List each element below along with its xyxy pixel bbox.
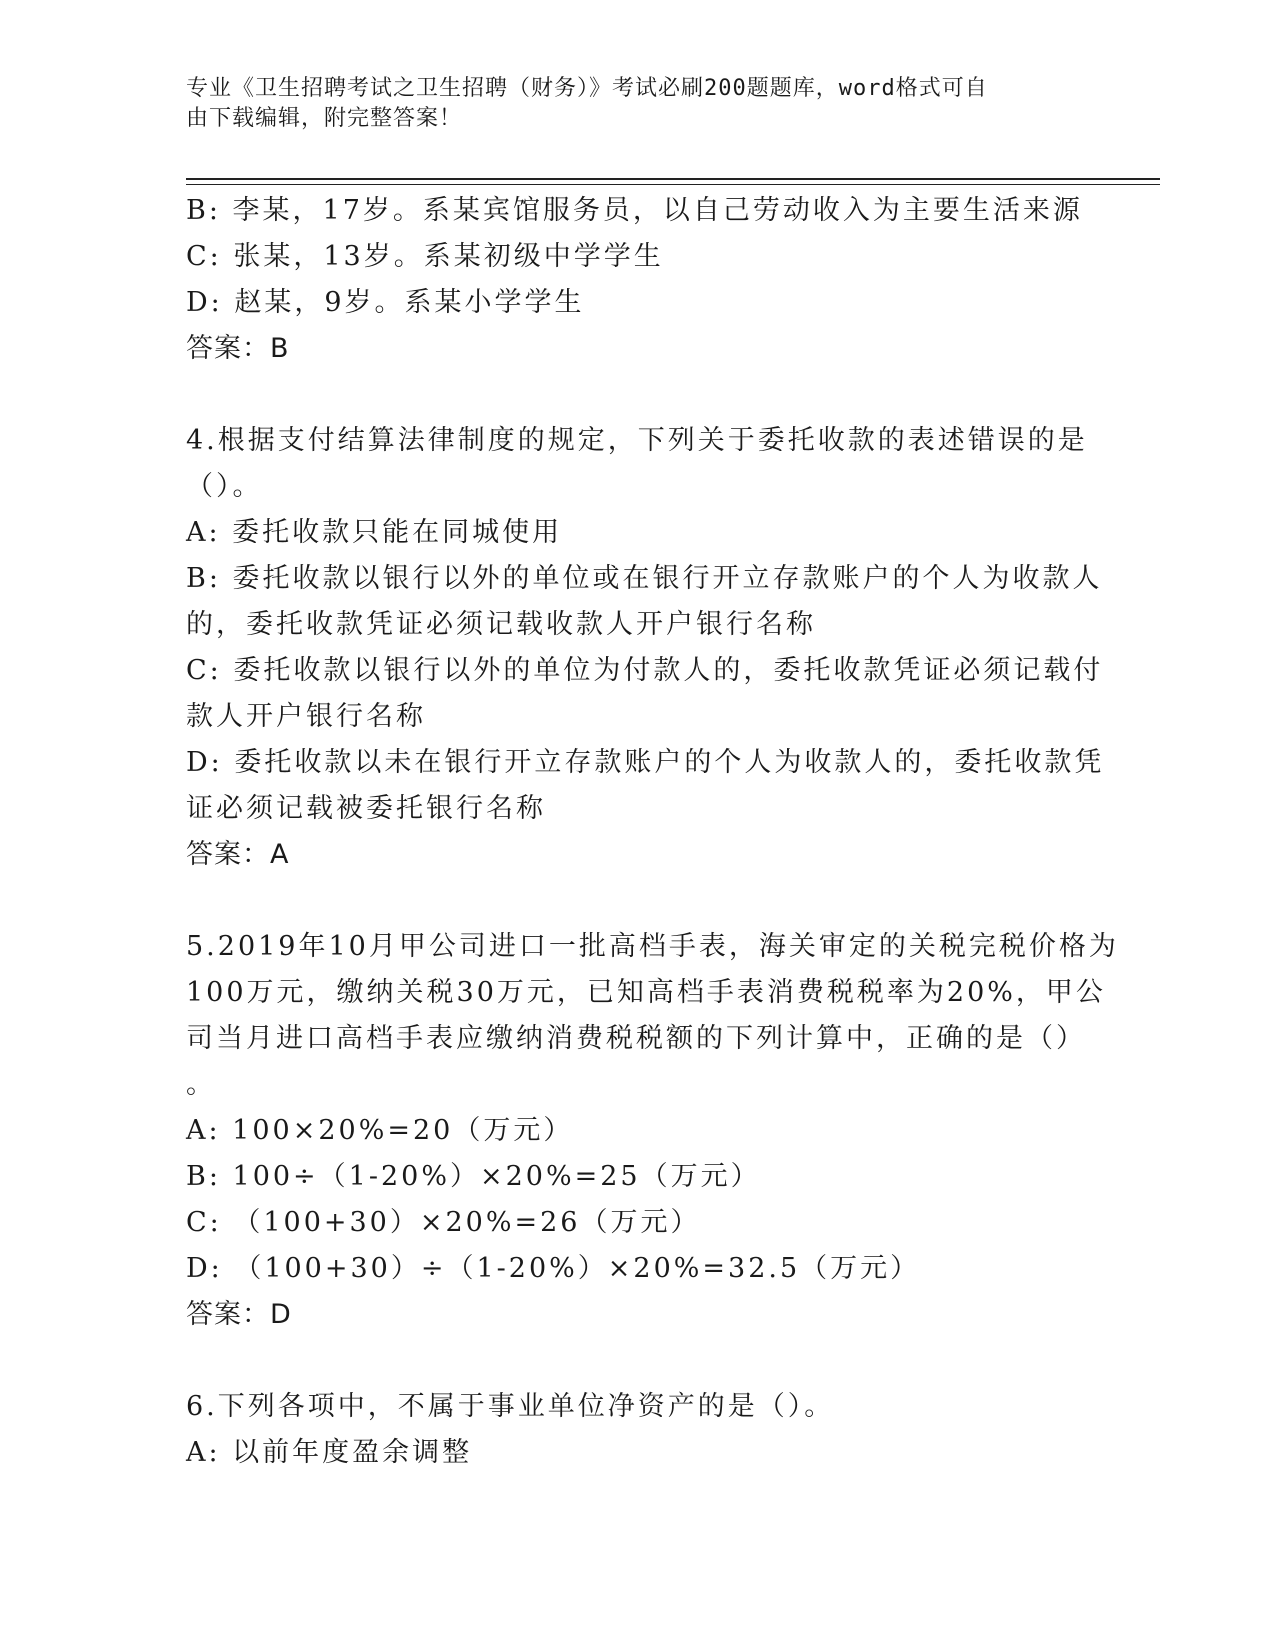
option-b: B: 委托收款以银行以外的单位或在银行开立存款账户的个人为收款人 xyxy=(186,563,1103,594)
question-stem: 6.下列各项中，不属于事业单位净资产的是（）。 xyxy=(186,1391,835,1422)
document-body xyxy=(186,188,1119,1476)
option-b: B: 李某，17岁。系某宾馆服务员，以自己劳动收入为主要生活来源 xyxy=(186,195,1083,226)
question-stem-cont: （）。 xyxy=(186,471,263,502)
option-c-cont: 款人开户银行名称 xyxy=(186,701,426,732)
option-c: C: 张某，13岁。系某初级中学学生 xyxy=(186,241,664,272)
question-stem-cont: 。 xyxy=(186,1069,216,1100)
header-line-1: 专业《卫生招聘考试之卫生招聘（财务）》考试必刷200题题库，word格式可自 xyxy=(186,76,988,101)
question-stem-cont: 100万元，缴纳关税30万元，已知高档手表消费税税率为20%，甲公 xyxy=(186,977,1106,1008)
header-line-2: 由下载编辑，附完整答案！ xyxy=(186,106,463,131)
question-5 xyxy=(186,924,1119,1338)
question-4 xyxy=(186,418,1105,878)
option-b: B: 100÷（1-20%）×20%=25（万元） xyxy=(186,1161,761,1192)
answer-label: 答案：B xyxy=(186,333,290,364)
header-rule-thin xyxy=(186,184,1160,185)
option-c: C: 委托收款以银行以外的单位为付款人的，委托收款凭证必须记载付 xyxy=(186,655,1104,686)
document-header xyxy=(186,74,1066,134)
option-a: A: 委托收款只能在同城使用 xyxy=(186,517,563,548)
answer-label: 答案：D xyxy=(186,1299,292,1330)
question-3 xyxy=(186,188,1086,372)
option-d: D: 委托收款以未在银行开立存款账户的个人为收款人的，委托收款凭 xyxy=(186,747,1105,778)
option-c: C: （100+30）×20%=26（万元） xyxy=(186,1207,701,1238)
option-a: A: 以前年度盈余调整 xyxy=(186,1437,473,1468)
question-stem: 5.2019年10月甲公司进口一批高档手表，海关审定的关税完税价格为 xyxy=(186,931,1119,962)
option-b-cont: 的，委托收款凭证必须记载收款人开户银行名称 xyxy=(186,609,816,640)
header-rule-thick xyxy=(186,178,1160,180)
question-6 xyxy=(186,1384,1086,1476)
option-a: A: 100×20%=20（万元） xyxy=(186,1115,574,1146)
option-d: D: 赵某，9岁。系某小学学生 xyxy=(186,287,585,318)
option-d-cont: 证必须记载被委托银行名称 xyxy=(186,793,546,824)
option-d: D: （100+30）÷（1-20%）×20%=32.5（万元） xyxy=(186,1253,921,1284)
answer-label: 答案：A xyxy=(186,839,290,870)
question-stem-cont: 司当月进口高档手表应缴纳消费税税额的下列计算中，正确的是（） xyxy=(186,1023,1086,1054)
question-stem: 4.根据支付结算法律制度的规定，下列关于委托收款的表述错误的是 xyxy=(186,425,1088,456)
